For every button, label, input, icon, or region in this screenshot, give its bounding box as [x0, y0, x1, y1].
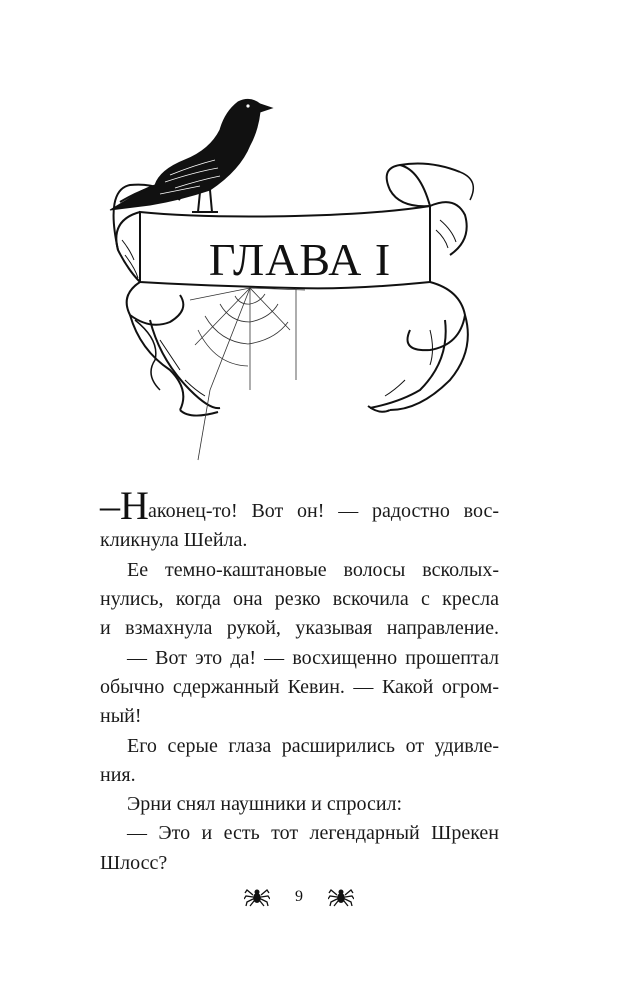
text-line: — Вот это да! — восхищенно прошептал: [127, 647, 499, 669]
text-line: нулись, когда она резко вскочила с кресла: [100, 588, 499, 610]
chapter-title: ГЛАВА I: [208, 234, 392, 285]
text-line: Ее темно-каштановые волосы всколых-: [127, 559, 499, 581]
dash-prefix: –: [100, 483, 120, 528]
text-line: ный!: [100, 705, 142, 727]
spider-icon: [244, 886, 270, 908]
drop-cap: [100, 484, 149, 528]
text-line: обычно сдержанный Кевин. — Какой огром-: [100, 676, 499, 698]
text-line: Шлосс?: [100, 852, 168, 874]
spider-icon: [328, 886, 354, 908]
text-line: кликнула Шейла.: [100, 529, 248, 551]
page-number: 9: [295, 888, 303, 905]
drop-cap-letter: Н: [120, 483, 149, 528]
raven-icon: [110, 99, 272, 212]
text-line: Эрни снял наушники и спросил:: [127, 793, 403, 815]
text-line: и взмахнула рукой, указывая направление.: [100, 617, 499, 639]
first-paragraph: [100, 483, 499, 528]
text-line: аконец-то! Вот он! — радостно вос-: [148, 500, 499, 522]
page-footer: [0, 880, 619, 920]
text-line: Его серые глаза расширились от удивле-: [127, 735, 499, 757]
text-line: — Это и есть тот легендарный Шрекен: [127, 822, 499, 844]
text-line: ния.: [100, 764, 136, 786]
cobweb-icon: [190, 288, 305, 460]
